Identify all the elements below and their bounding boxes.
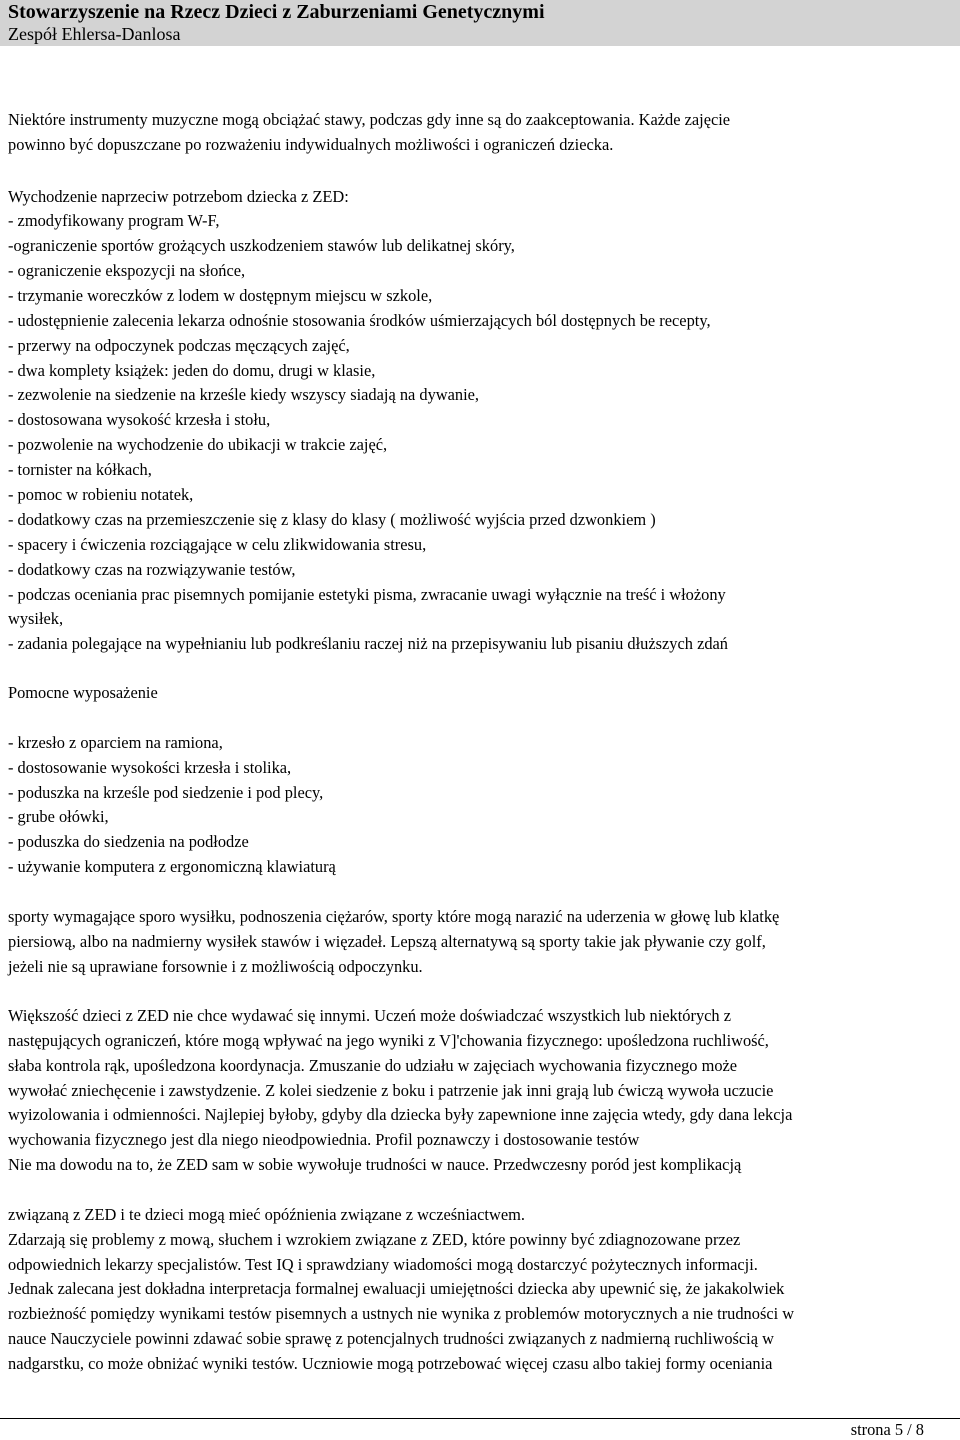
- list-item: - dostosowana wysokość krzesła i stołu,: [8, 410, 271, 429]
- list-item: wysiłek,: [8, 609, 64, 628]
- list-item: - tornister na kółkach,: [8, 460, 152, 479]
- list-item: - ograniczenie ekspozycji na słońce,: [8, 261, 246, 280]
- list-item: - krzesło z oparciem na ramiona,: [8, 733, 223, 752]
- text-line: Jednak zalecana jest dokładna interpretacja formalnej ewaluacji umiejętności dziecka aby upewnić się, że jakakolwiek: [8, 1279, 785, 1298]
- organization-title: Stowarzyszenie na Rzecz Dzieci z Zaburzeniami Genetycznymi: [8, 1, 545, 23]
- text-line: jeżeli nie są uprawiane forsownie i z możliwością odpoczynku.: [8, 957, 423, 976]
- page-number: strona 5 / 8: [850, 1420, 924, 1439]
- text-line: słaba kontrola rąk, upośledzona koordynacja. Zmuszanie do udziału w zajęciach wychowania fizycznego może: [8, 1056, 738, 1075]
- text-line: Zdarzają się problemy z mową, słuchem i wzrokiem związane z ZED, które powinny być zdiagnozowane przez: [8, 1230, 741, 1249]
- list-item: - zmodyfikowany program W-F,: [8, 211, 220, 230]
- text-line: piersiową, albo na nadmierny wysiłek stawów i więzadeł. Lepszą alternatywą są sporty takie jak pływanie czy golf,: [8, 932, 766, 951]
- list-item: - grube ołówki,: [8, 807, 109, 826]
- section-heading: Pomocne wyposażenie: [8, 683, 158, 702]
- text-line: sporty wymagające sporo wysiłku, podnoszenia ciężarów, sporty które mogą narazić na uderzenia w głowę lub klatkę: [8, 907, 780, 926]
- text-line: następujących ograniczeń, które mogą wpływać na jego wyniki z V]'chowania fizycznego: upośledzona ruchliwość,: [8, 1031, 769, 1050]
- document-subtitle: Zespół Ehlersa-Danlosa: [8, 24, 181, 44]
- text-line: nadgarstku, co może obniżać wyniki testów. Uczniowie mogą potrzebować więcej czasu albo takiej formy oceniania: [8, 1354, 773, 1373]
- list-item: - udostępnienie zalecenia lekarza odnośnie stosowania środków uśmierzających ból dostępnych be recepty,: [8, 311, 711, 330]
- list-item: - pomoc w robieniu notatek,: [8, 485, 194, 504]
- list-item: - poduszka na krześle pod siedzenie i pod plecy,: [8, 783, 324, 802]
- text-line: wywołać zniechęcenie i zawstydzenie. Z kolei siedzenie z boku i patrzenie jak inni grają lub ćwiczą wywoła uczucie: [8, 1081, 774, 1100]
- list-item: - przerwy na odpoczynek podczas męczących zajęć,: [8, 336, 350, 355]
- list-item: - podczas oceniania prac pisemnych pomijanie estetyki pisma, zwracanie uwagi wyłącznie na treść i włożony: [8, 585, 726, 604]
- list-item: - zadania polegające na wypełnianiu lub podkreślaniu raczej niż na przepisywaniu lub pisaniu dłuższych zdań: [8, 634, 729, 653]
- text-line: wyizolowania i odmienności. Najlepiej byłoby, gdyby dla dziecka były zapewnione inne zajęcia wtedy, gdy dana lekcja: [8, 1105, 793, 1124]
- list-item: - dwa komplety książek: jeden do domu, drugi w klasie,: [8, 361, 376, 380]
- text-line: Niektóre instrumenty muzyczne mogą obciążać stawy, podczas gdy inne są do zaakceptowania. Każde zajęcie: [8, 110, 731, 129]
- list-item: - trzymanie woreczków z lodem w dostępnym miejscu w szkole,: [8, 286, 433, 305]
- text-line: rozbieżność pomiędzy wynikami testów pisemnych a ustnych nie wynika z problemów motorycznych a nie trudności w: [8, 1304, 795, 1323]
- footer-divider: [0, 1418, 960, 1419]
- list-item: - pozwolenie na wychodzenie do ubikacji w trakcie zajęć,: [8, 435, 388, 454]
- list-item: - poduszka do siedzenia na podłodze: [8, 832, 249, 851]
- list-item: -ograniczenie sportów grożących uszkodzeniem stawów lub delikatnej skóry,: [8, 236, 515, 255]
- list-item: - dodatkowy czas na rozwiązywanie testów,: [8, 560, 296, 579]
- text-line: Nie ma dowodu na to, że ZED sam w sobie wywołuje trudności w nauce. Przedwczesny poród jest komplikacją: [8, 1155, 742, 1174]
- list-item: - dostosowanie wysokości krzesła i stolika,: [8, 758, 292, 777]
- text-line: Wychodzenie naprzeciw potrzebom dziecka z ZED:: [8, 187, 349, 206]
- text-line: Większość dzieci z ZED nie chce wydawać się innymi. Uczeń może doświadczać wszystkich lub niektórych z: [8, 1006, 731, 1025]
- text-line: nauce Nauczyciele powinni zdawać sobie sprawę z potencjalnych trudności związanych z nadmierną ruchliwością w: [8, 1329, 774, 1348]
- list-item: - spacery i ćwiczenia rozciągające w celu zlikwidowania stresu,: [8, 535, 427, 554]
- text-line: powinno być dopuszczane po rozważeniu indywidualnych możliwości i ograniczeń dziecka.: [8, 135, 614, 154]
- list-item: - dodatkowy czas na przemieszczenie się z klasy do klasy ( możliwość wyjścia przed dzwonkiem ): [8, 510, 656, 529]
- text-line: związaną z ZED i te dzieci mogą mieć opóźnienia związane z wcześniactwem.: [8, 1205, 525, 1224]
- list-item: - używanie komputera z ergonomiczną klawiaturą: [8, 857, 336, 876]
- list-item: - zezwolenie na siedzenie na krześle kiedy wszyscy siadają na dywanie,: [8, 385, 480, 404]
- text-line: wychowania fizycznego jest dla niego nieodpowiednia. Profil poznawczy i dostosowanie testów: [8, 1130, 640, 1149]
- text-line: odpowiednich lekarzy specjalistów. Test IQ i sprawdziany wiadomości mogą dostarczyć pożytecznych informacji.: [8, 1255, 758, 1274]
